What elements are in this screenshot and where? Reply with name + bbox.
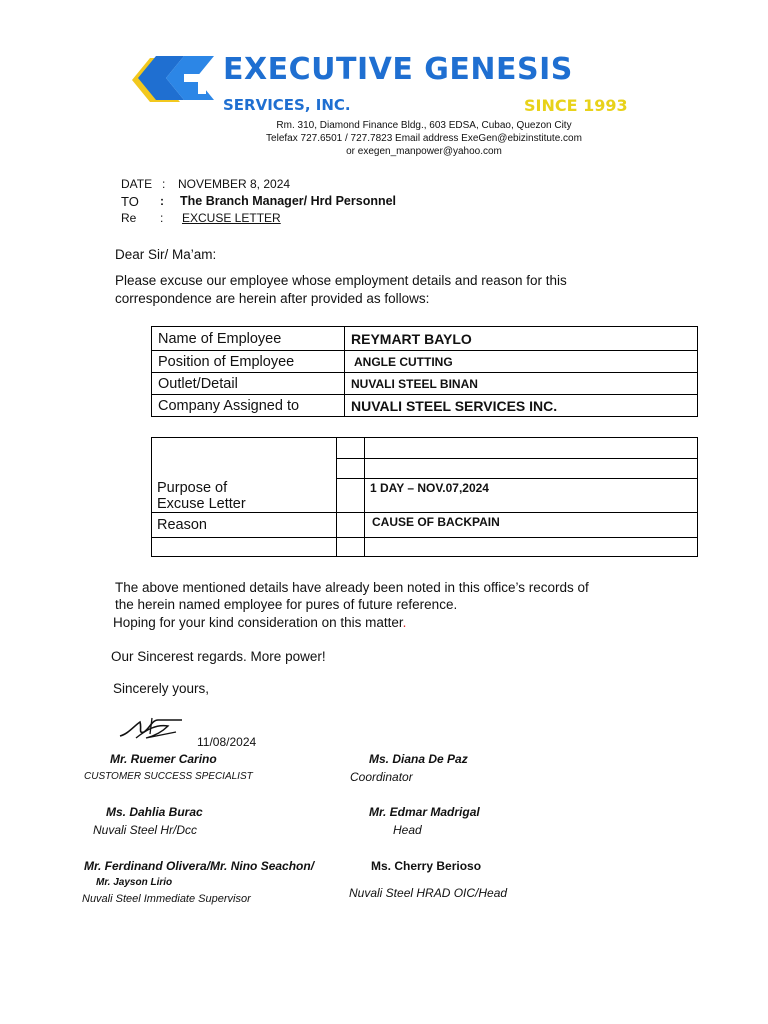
signatory-title: Coordinator (350, 770, 413, 784)
address-line-1: Rm. 310, Diamond Finance Bldg., 603 EDSA, Cubao, Quezon City (276, 120, 572, 131)
signatory-name-2: Mr. Jayson Lirio (96, 877, 173, 888)
reason-label: Reason (152, 513, 337, 538)
signatory-name: Mr. Ruemer Carino (110, 752, 217, 766)
purpose-table (151, 437, 698, 557)
signatory-name: Mr. Ferdinand Olivera/Mr. Nino Seachon/ (84, 859, 315, 873)
date-label: DATE (121, 177, 153, 191)
employee-position-value: ANGLE CUTTING (345, 351, 698, 373)
purpose-label-line-2: Excuse Letter (157, 496, 246, 512)
closing-line-1: The above mentioned details have already been noted in this office’s records of (115, 580, 589, 595)
empty-cell (365, 459, 698, 479)
salutation: Dear Sir/ Ma’am: (115, 247, 217, 262)
employee-name-value: REYMART BAYLO (345, 327, 698, 351)
company-subtitle: SERVICES, INC. (223, 96, 351, 114)
signatory-name: Ms. Cherry Berioso (371, 859, 482, 873)
signatory-title: Nuvali Steel Hr/Dcc (93, 823, 198, 837)
signature-date: 11/08/2024 (197, 735, 257, 749)
regards-line: Our Sincerest regards. More power! (111, 649, 326, 664)
intro-line-2: correspondence are herein after provided as follows: (115, 291, 430, 306)
signatory-title: Head (393, 823, 422, 837)
purpose-label-line-1: Purpose of (157, 480, 228, 496)
table-row (152, 373, 698, 395)
table-row (152, 538, 698, 557)
signatory-name: Mr. Edmar Madrigal (369, 805, 480, 819)
reason-value: CAUSE OF BACKPAIN (365, 513, 698, 538)
sincerely-line: Sincerely yours, (113, 681, 210, 696)
company-name: EXECUTIVE GENESIS (223, 52, 573, 87)
empty-cell (337, 438, 365, 459)
purpose-value: 1 DAY – NOV.07,2024 (365, 479, 698, 513)
signatory-name: Ms. Diana De Paz (369, 752, 468, 766)
handwritten-signature (116, 714, 188, 742)
company-assigned-label: Company Assigned to (152, 395, 345, 417)
closing-line-2: the herein named employee for pures of future reference. (115, 597, 458, 612)
empty-cell (337, 459, 365, 479)
re-value: EXCUSE LETTER (182, 211, 281, 225)
employee-info-table (151, 326, 698, 417)
company-logo-icon (122, 52, 222, 110)
date-separator: : (162, 177, 166, 191)
address-line-2: Telefax 727.6501 / 727.7823 Email address ExeGen@ebizinstitute.com (266, 133, 582, 144)
table-row (152, 513, 698, 538)
outlet-value: NUVALI STEEL BINAN (345, 373, 698, 395)
empty-cell (152, 538, 337, 557)
signatory-title: Nuvali Steel HRAD OIC/Head (349, 886, 508, 900)
address-line-3: or exegen_manpower@yahoo.com (346, 146, 502, 157)
to-value: The Branch Manager/ Hrd Personnel (180, 194, 397, 208)
empty-cell (365, 538, 698, 557)
to-label: TO (121, 194, 139, 209)
signatory-title: Nuvali Steel Immediate Supervisor (82, 893, 251, 905)
to-separator: : (160, 194, 164, 208)
purpose-label-cell (152, 438, 337, 513)
employee-position-label: Position of Employee (152, 351, 345, 373)
table-row (152, 438, 698, 459)
re-separator: : (160, 211, 164, 225)
table-row (152, 351, 698, 373)
intro-line-1: Please excuse our employee whose employment details and reason for this (115, 273, 567, 288)
re-label: Re (121, 211, 137, 225)
signatory-title: CUSTOMER SUCCESS SPECIALIST (84, 771, 253, 782)
table-row (152, 395, 698, 417)
outlet-label: Outlet/Detail (152, 373, 345, 395)
employee-name-label: Name of Employee (152, 327, 345, 351)
empty-cell (365, 438, 698, 459)
signatory-name: Ms. Dahlia Burac (106, 805, 203, 819)
company-assigned-value: NUVALI STEEL SERVICES INC. (345, 395, 698, 417)
empty-cell (337, 538, 365, 557)
closing-line-3: Hoping for your kind consideration on this matter. (113, 615, 407, 630)
empty-cell (337, 479, 365, 513)
company-since: SINCE 1993 (524, 96, 628, 115)
empty-cell (337, 513, 365, 538)
date-value: NOVEMBER 8, 2024 (178, 177, 291, 191)
table-row (152, 327, 698, 351)
